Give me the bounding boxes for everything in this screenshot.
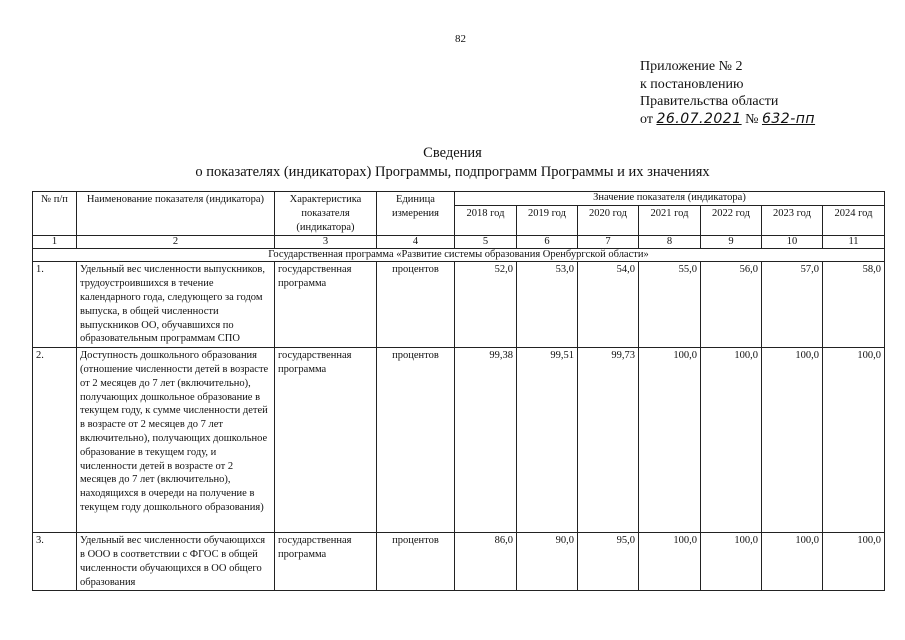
row-value: 53,0 bbox=[517, 262, 578, 348]
row-value: 99,51 bbox=[517, 348, 578, 533]
table-row bbox=[33, 533, 885, 591]
row-value: 100,0 bbox=[639, 533, 701, 591]
appendix-line-2: к постановлению bbox=[640, 76, 744, 92]
column-number-row bbox=[33, 236, 885, 249]
header-num: № п/п bbox=[33, 192, 77, 236]
header-row-1 bbox=[33, 192, 885, 206]
appendix-line-1: Приложение № 2 bbox=[640, 59, 743, 74]
row-value: 54,0 bbox=[578, 262, 639, 348]
row-value: 86,0 bbox=[455, 533, 517, 591]
column-number: 2 bbox=[77, 236, 275, 249]
program-title: Государственная программа «Развитие системы образования Оренбургской области» bbox=[33, 249, 885, 262]
header-values-group: Значение показателя (индикатора) bbox=[455, 192, 885, 206]
row-indicator-name: Доступность дошкольного образования (отношение численности детей в возрасте от 2 месяцев до 7 лет (включительно), получающих дошкольное образование в текущем году, к сумме численности детей в возрасте от 2 месяцев до 7 лет включительно), получающих дошкольное образование в текущем году, и численности детей в возрасте от 2 месяцев до 7 лет (включительно), находящихся в очереди на получение в текущем году дошкольного образования) bbox=[77, 348, 275, 533]
row-value: 100,0 bbox=[762, 533, 823, 591]
row-num: 1. bbox=[33, 262, 77, 348]
header-year: 2018 год bbox=[455, 206, 517, 236]
row-characteristic: государственная программа bbox=[275, 262, 377, 348]
column-number: 9 bbox=[701, 236, 762, 249]
appendix-line-3: Правительства области bbox=[640, 94, 779, 109]
page-number: 82 bbox=[455, 33, 466, 45]
column-number: 6 bbox=[517, 236, 578, 249]
column-number: 4 bbox=[377, 236, 455, 249]
number-label: № bbox=[745, 111, 759, 127]
header-year: 2020 год bbox=[578, 206, 639, 236]
row-value: 100,0 bbox=[639, 348, 701, 533]
row-value: 56,0 bbox=[701, 262, 762, 348]
row-indicator-name: Удельный вес численности выпускников, трудоустроившихся в течение календарного года, следующего за годом выпуска, в общей численности выпускников ОО, обучавшихся по образовательным программам СПО bbox=[77, 262, 275, 348]
header-characteristic: Характеристика показателя (индикатора) bbox=[275, 192, 377, 236]
row-num: 2. bbox=[33, 348, 77, 533]
appendix-date-line bbox=[640, 111, 815, 129]
row-unit: процентов bbox=[377, 533, 455, 591]
indicators-table bbox=[32, 191, 885, 591]
row-value: 100,0 bbox=[762, 348, 823, 533]
row-value: 58,0 bbox=[823, 262, 885, 348]
row-unit: процентов bbox=[377, 348, 455, 533]
from-label: от bbox=[640, 111, 653, 127]
row-value: 95,0 bbox=[578, 533, 639, 591]
header-name: Наименование показателя (индикатора) bbox=[77, 192, 275, 236]
document-subtitle: о показателях (индикаторах) Программы, подпрограмм Программы и их значениях bbox=[195, 164, 710, 180]
row-indicator-name: Удельный вес численности обучающихся в ООО в соответствии с ФГОС в общей численности обучающихся в ОО общего образования bbox=[77, 533, 275, 591]
column-number: 8 bbox=[639, 236, 701, 249]
row-value: 99,73 bbox=[578, 348, 639, 533]
row-value: 55,0 bbox=[639, 262, 701, 348]
handwritten-number: 632-пп bbox=[761, 110, 816, 127]
column-number: 7 bbox=[578, 236, 639, 249]
row-value: 57,0 bbox=[762, 262, 823, 348]
column-number: 10 bbox=[762, 236, 823, 249]
header-year: 2023 год bbox=[762, 206, 823, 236]
table-row bbox=[33, 348, 885, 533]
table-row bbox=[33, 262, 885, 348]
appendix-block bbox=[640, 58, 815, 128]
column-number: 11 bbox=[823, 236, 885, 249]
header-year: 2021 год bbox=[639, 206, 701, 236]
document-title: Сведения bbox=[423, 145, 482, 161]
column-number: 3 bbox=[275, 236, 377, 249]
header-year: 2022 год bbox=[701, 206, 762, 236]
header-year: 2024 год bbox=[823, 206, 885, 236]
row-value: 99,38 bbox=[455, 348, 517, 533]
row-value: 90,0 bbox=[517, 533, 578, 591]
row-value: 52,0 bbox=[455, 262, 517, 348]
program-title-row bbox=[33, 249, 885, 262]
row-characteristic: государственная программа bbox=[275, 348, 377, 533]
column-number: 5 bbox=[455, 236, 517, 249]
header-unit: Единица измерения bbox=[377, 192, 455, 236]
row-characteristic: государственная программа bbox=[275, 533, 377, 591]
row-value: 100,0 bbox=[823, 348, 885, 533]
handwritten-date: 26.07.2021 bbox=[656, 110, 742, 127]
column-number: 1 bbox=[33, 236, 77, 249]
header-year: 2019 год bbox=[517, 206, 578, 236]
row-value: 100,0 bbox=[823, 533, 885, 591]
row-value: 100,0 bbox=[701, 348, 762, 533]
row-unit: процентов bbox=[377, 262, 455, 348]
row-num: 3. bbox=[33, 533, 77, 591]
row-value: 100,0 bbox=[701, 533, 762, 591]
